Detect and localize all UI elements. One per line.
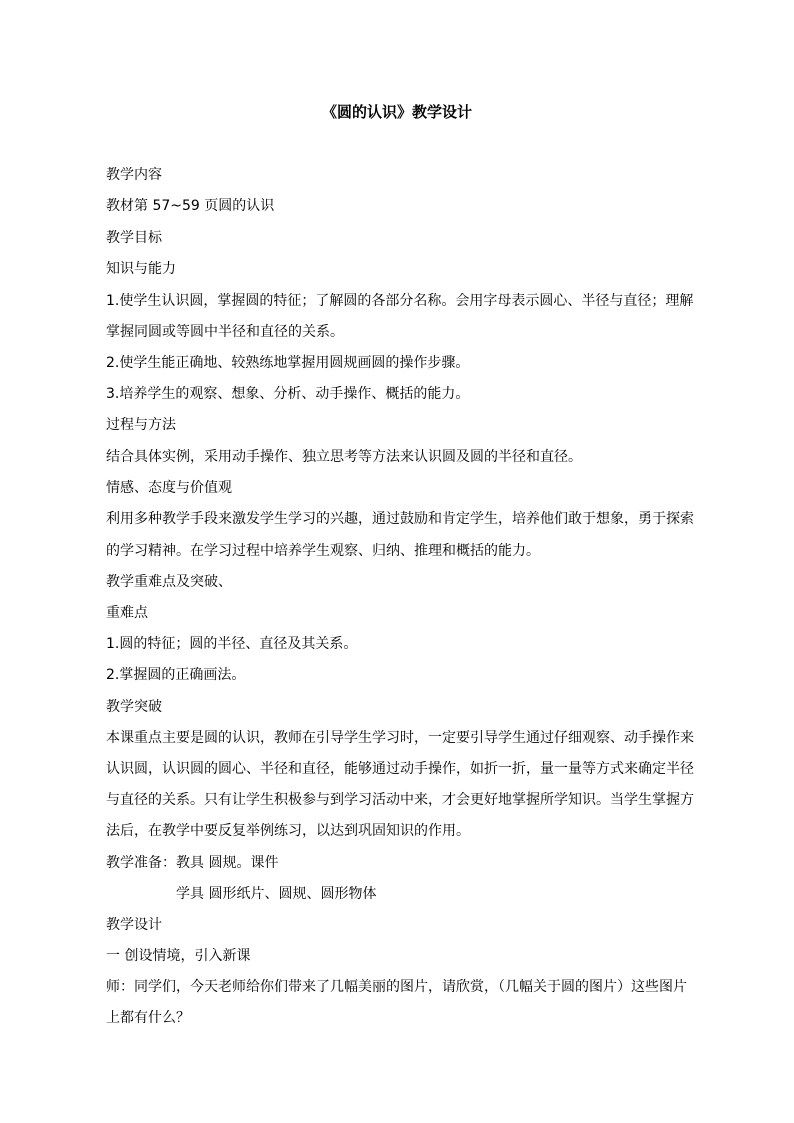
paragraph-line: 上都有什么？: [106, 1010, 190, 1026]
paragraph-textbook-pages: 教材第 57~59 页圆的认识: [106, 198, 275, 214]
paragraph-line: 3.培养学生的观察、想象、分析、动手操作、概括的能力。: [106, 386, 470, 402]
paragraph-line: 2.使学生能正确地、较熟练地掌握用圆规画圆的操作步骤。: [106, 355, 470, 371]
paragraph-line: 结合具体实例，采用动手操作、独立思考等方法来认识圆及圆的半径和直径。: [106, 449, 582, 465]
paragraph-line: 本课重点主要是圆的认识，教师在引导学生学习时，一定要引导学生通过仔细观察、动手操作来: [106, 730, 694, 746]
paragraph-student-tools: 学具 圆形纸片、圆规、圆形物体: [176, 886, 377, 902]
subheading-step-one: 一 创设情境，引入新课: [106, 948, 251, 964]
paragraph-preparation: 教学准备：教具 圆规。课件: [106, 855, 279, 871]
subheading-knowledge: 知识与能力: [106, 261, 176, 277]
subheading-emotion: 情感、态度与价值观: [106, 480, 232, 496]
section-heading-design: 教学设计: [106, 917, 162, 933]
paragraph-line: 掌握同圆或等圆中半径和直径的关系。: [106, 324, 344, 340]
document-title: 《圆的认识》教学设计: [321, 103, 472, 121]
paragraph-line: 师：同学们，今天老师给你们带来了几幅美丽的图片，请欣赏，（几幅关于圆的图片）这些图片: [106, 979, 687, 995]
section-heading-goals: 教学目标: [106, 230, 162, 246]
paragraph-line: 1.使学生认识圆，掌握圆的特征；了解圆的各部分名称。会用字母表示圆心、半径与直径；理解: [106, 293, 694, 309]
paragraph-line: 法后，在教学中要反复举例练习，以达到巩固知识的作用。: [106, 823, 470, 839]
paragraph-line: 的学习精神。在学习过程中培养学生观察、归纳、推理和概括的能力。: [106, 543, 540, 559]
section-heading-keypoints: 教学重难点及突破、: [106, 574, 232, 590]
subheading-breakthrough: 教学突破: [106, 699, 162, 715]
paragraph-line: 2.掌握圆的正确画法。: [106, 667, 246, 683]
section-heading-content: 教学内容: [106, 167, 162, 183]
paragraph-line: 与直径的关系。只有让学生积极参与到学习活动中来，才会更好地掌握所学知识。当学生掌握方: [106, 792, 694, 808]
paragraph-line: 利用多种教学手段来激发学生学习的兴趣，通过鼓励和肯定学生，培养他们敢于想象，勇于探索: [106, 511, 694, 527]
subheading-difficulties: 重难点: [106, 605, 148, 621]
subheading-process: 过程与方法: [106, 417, 176, 433]
paragraph-line: 1.圆的特征；圆的半径、直径及其关系。: [106, 636, 358, 652]
paragraph-line: 认识圆，认识圆的圆心、半径和直径，能够通过动手操作，如折一折，量一量等方式来确定半径: [106, 761, 694, 777]
